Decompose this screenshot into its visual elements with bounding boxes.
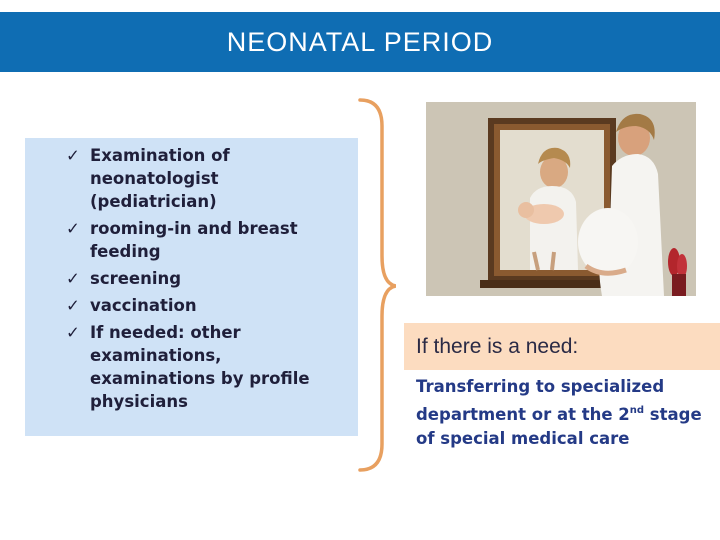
check-icon: ✓	[66, 296, 80, 315]
list-item-text: vaccination	[90, 296, 197, 315]
need-banner	[404, 323, 720, 370]
list-item-text: rooming-in and breast feeding	[90, 219, 298, 261]
list-item	[66, 144, 346, 213]
list-item	[66, 217, 346, 263]
list-item-text: Examination of neonatologist (pediatrician)	[90, 146, 230, 211]
transfer-description	[416, 375, 716, 451]
checklist	[66, 144, 346, 417]
list-item-text: If needed: other examinations, examinations by profile physicians	[90, 323, 310, 411]
check-icon: ✓	[66, 146, 80, 165]
need-heading: If there is a need:	[416, 335, 579, 358]
check-icon: ✓	[66, 219, 80, 238]
list-item	[66, 294, 346, 317]
check-icon: ✓	[66, 323, 80, 342]
list-item	[66, 267, 346, 290]
transfer-superscript: nd	[629, 405, 645, 416]
check-icon: ✓	[66, 269, 80, 288]
transfer-text-before: Transferring to specialized department or at the 2	[416, 377, 665, 424]
curly-brace-icon	[356, 96, 396, 476]
slide-title: NEONATAL PERIOD	[226, 27, 494, 57]
list-item	[66, 321, 346, 413]
transfer-text-after: stage of special medical care	[416, 405, 702, 448]
list-item-text: screening	[90, 269, 182, 288]
pregnant-woman-mirror-photo	[426, 102, 696, 296]
title-bar	[0, 12, 720, 72]
